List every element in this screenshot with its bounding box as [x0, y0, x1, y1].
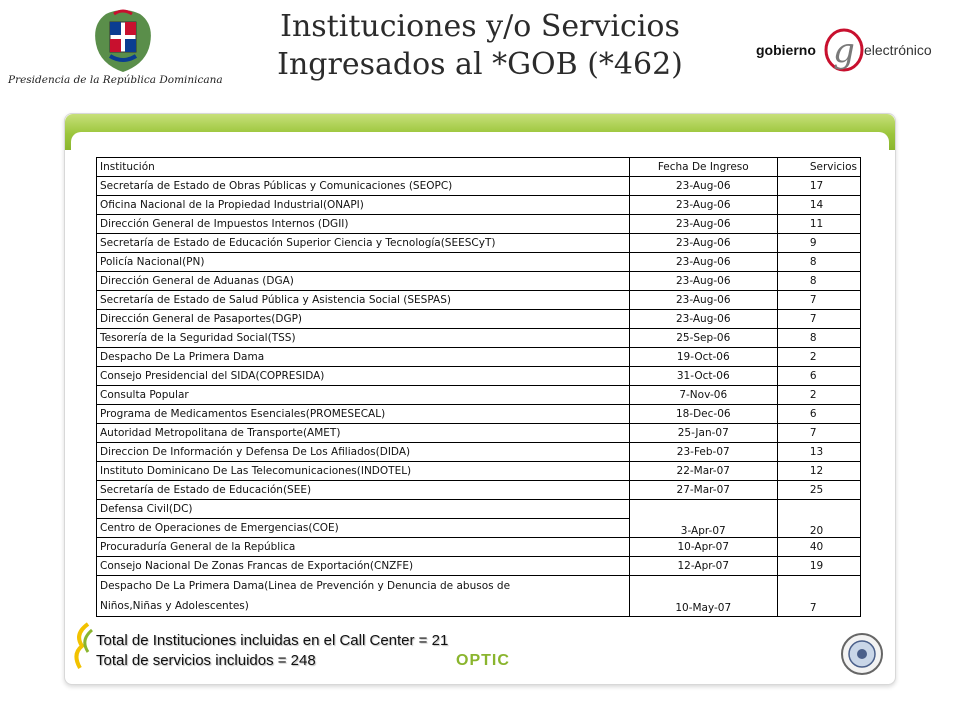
svg-text:g: g: [833, 31, 855, 71]
table-row: [97, 443, 861, 462]
cell-services: 7: [777, 576, 860, 617]
cell-services: 11: [777, 215, 860, 234]
table-row: [97, 405, 861, 424]
institutions-table: [96, 157, 861, 617]
cell-date: 3-Apr-07: [629, 500, 777, 538]
cell-institution: Autoridad Metropolitana de Transporte(AMET): [97, 424, 630, 443]
header-date: Fecha De Ingreso: [629, 158, 777, 177]
cell-date: 23-Feb-07: [629, 443, 777, 462]
cell-date: 23-Aug-06: [629, 215, 777, 234]
cell-services: 20: [777, 500, 860, 538]
table-row: [97, 557, 861, 576]
cell-institution: [97, 576, 630, 617]
title-line-1: Instituciones y/o Servicios: [280, 9, 680, 44]
cell-services: 17: [777, 177, 860, 196]
cell-date: 25-Jan-07: [629, 424, 777, 443]
table-row: [97, 253, 861, 272]
cell-date: 31-Oct-06: [629, 367, 777, 386]
cell-institution: Dirección General de Pasaportes(DGP): [97, 310, 630, 329]
cell-institution: Policía Nacional(PN): [97, 253, 630, 272]
cell-services: 12: [777, 462, 860, 481]
cell-institution: Oficina Nacional de la Propiedad Industrial(ONAPI): [97, 196, 630, 215]
cell-date: 19-Oct-06: [629, 348, 777, 367]
table-row: [97, 386, 861, 405]
cell-institution: Direccion De Información y Defensa De Los Afiliados(DIDA): [97, 443, 630, 462]
cell-institution: Centro de Operaciones de Emergencias(COE): [97, 519, 630, 538]
table-row: [97, 538, 861, 557]
title-line-2: Ingresados al *GOB (*462): [277, 47, 683, 82]
table-row: [97, 215, 861, 234]
totals-block: [96, 631, 448, 671]
cell-services: 25: [777, 481, 860, 500]
cell-services: 8: [777, 329, 860, 348]
table-row: [97, 500, 861, 519]
cell-services: 9: [777, 234, 860, 253]
table-row: [97, 272, 861, 291]
optic-logo-text: OPTIC: [456, 652, 510, 669]
table-row: [97, 234, 861, 253]
oea-seal-icon: [840, 632, 884, 676]
cell-institution: Consejo Presidencial del SIDA(COPRESIDA): [97, 367, 630, 386]
cell-institution: Procuraduría General de la República: [97, 538, 630, 557]
cell-services: 2: [777, 386, 860, 405]
logo-word-gobierno: gobierno: [756, 42, 816, 58]
table-row: [97, 291, 861, 310]
cell-institution: Consejo Nacional De Zonas Francas de Exportación(CNZFE): [97, 557, 630, 576]
cell-services: 19: [777, 557, 860, 576]
logo-word-electronico: electrónico: [864, 42, 932, 58]
org-caption: Presidencia de la República Dominicana: [8, 74, 223, 86]
cell-date: 25-Sep-06: [629, 329, 777, 348]
logo-g-icon: [822, 26, 866, 78]
cell-services: 7: [777, 424, 860, 443]
cell-institution: Consulta Popular: [97, 386, 630, 405]
cell-institution: Instituto Dominicano De Las Telecomunicaciones(INDOTEL): [97, 462, 630, 481]
cell-institution: Secretaría de Estado de Obras Públicas y Comunicaciones (SEOPC): [97, 177, 630, 196]
cell-institution: Secretaría de Estado de Salud Pública y Asistencia Social (SESPAS): [97, 291, 630, 310]
cell-date: 7-Nov-06: [629, 386, 777, 405]
table-row: [97, 196, 861, 215]
table-row: [97, 462, 861, 481]
cell-date: 12-Apr-07: [629, 557, 777, 576]
cell-date: 23-Aug-06: [629, 310, 777, 329]
cell-date: 23-Aug-06: [629, 272, 777, 291]
cell-institution-line-1: Despacho De La Primera Dama(Linea de Prevención y Denuncia de abusos de: [100, 580, 511, 592]
page-title: [240, 8, 720, 84]
cell-date: 27-Mar-07: [629, 481, 777, 500]
cell-services: 40: [777, 538, 860, 557]
table-row: [97, 177, 861, 196]
flourish-icon: [66, 620, 96, 672]
cell-date: 23-Aug-06: [629, 177, 777, 196]
cell-services: 8: [777, 272, 860, 291]
cell-institution: Dirección General de Impuestos Internos (DGII): [97, 215, 630, 234]
cell-services: 2: [777, 348, 860, 367]
cell-institution: Tesorería de la Seguridad Social(TSS): [97, 329, 630, 348]
cell-institution: Defensa Civil(DC): [97, 500, 630, 519]
coat-of-arms-icon: [88, 4, 158, 76]
table-row: [97, 367, 861, 386]
total-institutions: Total de Instituciones incluidas en el Call Center = 21: [96, 632, 449, 649]
cell-date: 23-Aug-06: [629, 253, 777, 272]
cell-institution: Programa de Medicamentos Esenciales(PROMESECAL): [97, 405, 630, 424]
total-services: Total de servicios incluidos = 248: [96, 652, 316, 669]
table-row: [97, 481, 861, 500]
cell-date: 18-Dec-06: [629, 405, 777, 424]
cell-services: 13: [777, 443, 860, 462]
cell-services: 7: [777, 291, 860, 310]
cell-institution: Secretaría de Estado de Educación Superior Ciencia y Tecnología(SEESCyT): [97, 234, 630, 253]
cell-institution-line-2: Niños,Niñas y Adolescentes): [100, 600, 249, 612]
cell-date: 10-Apr-07: [629, 538, 777, 557]
cell-services: 8: [777, 253, 860, 272]
cell-date: 22-Mar-07: [629, 462, 777, 481]
table-header-row: [97, 158, 861, 177]
cell-services: 6: [777, 405, 860, 424]
cell-date: 23-Aug-06: [629, 196, 777, 215]
header-institution: Institución: [97, 158, 630, 177]
table-row: [97, 424, 861, 443]
table-row: [97, 310, 861, 329]
cell-institution: Despacho De La Primera Dama: [97, 348, 630, 367]
cell-services: 7: [777, 310, 860, 329]
cell-institution: Dirección General de Aduanas (DGA): [97, 272, 630, 291]
table-row: [97, 348, 861, 367]
table-row: [97, 329, 861, 348]
header-services: Servicios: [777, 158, 860, 177]
cell-institution: Secretaría de Estado de Educación(SEE): [97, 481, 630, 500]
table-row: [97, 576, 861, 617]
gobierno-electronico-logo: [752, 26, 942, 78]
cell-date: 10-May-07: [629, 576, 777, 617]
cell-services: 6: [777, 367, 860, 386]
cell-services: 14: [777, 196, 860, 215]
cell-date: 23-Aug-06: [629, 291, 777, 310]
cell-date: 23-Aug-06: [629, 234, 777, 253]
